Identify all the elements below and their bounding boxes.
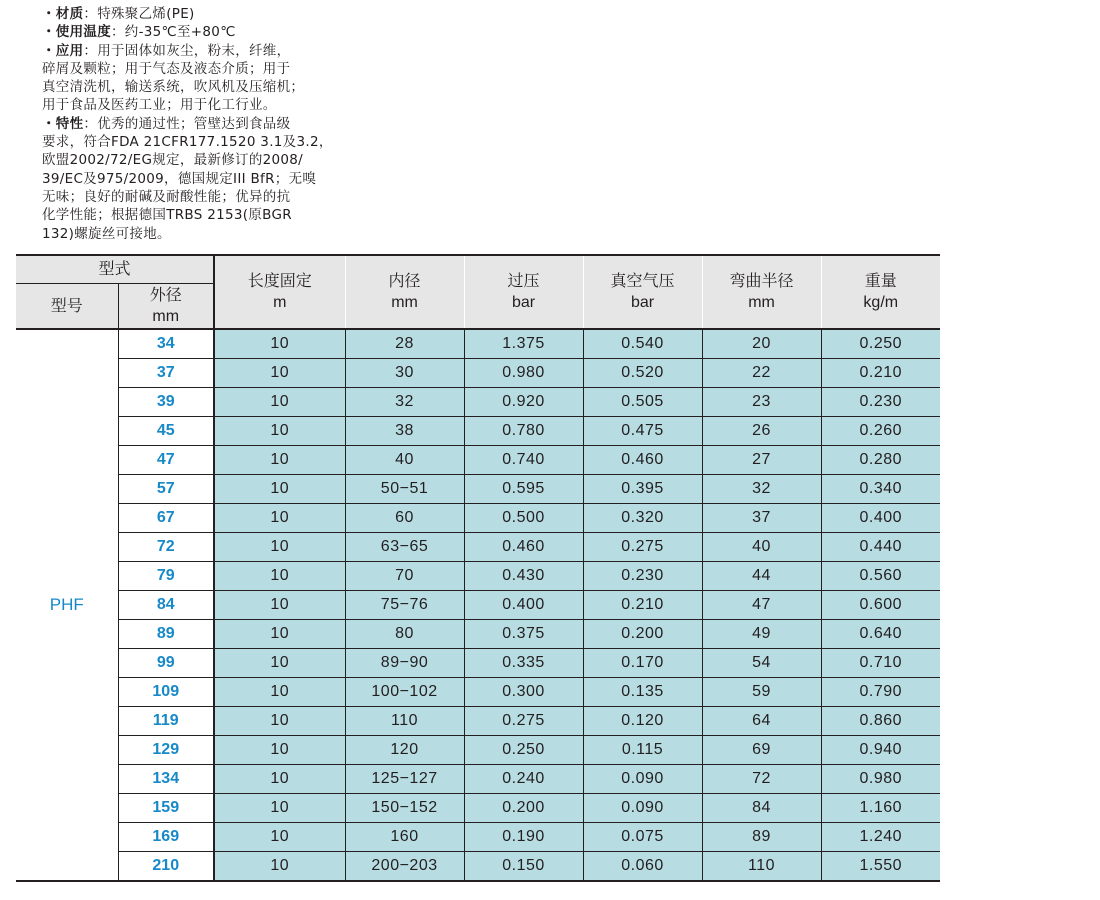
- length-cell: 10: [214, 417, 345, 446]
- pressure-cell: 0.335: [464, 649, 583, 678]
- weight-header-name: 重量: [864, 273, 897, 290]
- id-cell: 75−76: [345, 591, 464, 620]
- model-header: 型号: [16, 284, 118, 330]
- table-row: [16, 649, 940, 678]
- vacuum-cell: 0.275: [583, 533, 702, 562]
- bend-radius-cell: 40: [702, 533, 821, 562]
- weight-cell: 0.790: [821, 678, 940, 707]
- pressure-header: [464, 255, 583, 329]
- pressure-cell: 0.300: [464, 678, 583, 707]
- id-cell: 125−127: [345, 765, 464, 794]
- application-line: 碎屑及颗粒；用于气态及液态介质；用于: [42, 60, 291, 77]
- vacuum-cell: 0.090: [583, 794, 702, 823]
- od-cell: 99: [118, 649, 214, 678]
- od-cell: 47: [118, 446, 214, 475]
- bend-radius-cell: 20: [702, 329, 821, 359]
- length-cell: 10: [214, 823, 345, 852]
- weight-cell: 0.340: [821, 475, 940, 504]
- id-cell: 60: [345, 504, 464, 533]
- application-line: 真空清洗机，输送系统，吹风机及压缩机；: [42, 79, 305, 96]
- id-cell: 70: [345, 562, 464, 591]
- length-cell: 10: [214, 765, 345, 794]
- features-label: ・特性: [42, 115, 84, 132]
- vacuum-header: [583, 255, 702, 329]
- spec-table: [16, 254, 940, 882]
- weight-cell: 0.860: [821, 707, 940, 736]
- id-header: [345, 255, 464, 329]
- table-row: [16, 678, 940, 707]
- application-line: 用于食品及医药工业；用于化工行业。: [42, 97, 277, 114]
- table-row: [16, 794, 940, 823]
- length-cell: 10: [214, 794, 345, 823]
- bend-radius-cell: 89: [702, 823, 821, 852]
- length-cell: 10: [214, 475, 345, 504]
- weight-cell: 0.260: [821, 417, 940, 446]
- vacuum-cell: 0.210: [583, 591, 702, 620]
- weight-cell: 0.230: [821, 388, 940, 417]
- od-cell: 119: [118, 707, 214, 736]
- length-header-unit: m: [273, 294, 287, 311]
- pressure-cell: 0.275: [464, 707, 583, 736]
- vacuum-header-name: 真空气压: [610, 273, 675, 290]
- id-cell: 160: [345, 823, 464, 852]
- table-row: [16, 765, 940, 794]
- table-row: [16, 475, 940, 504]
- vacuum-cell: 0.060: [583, 852, 702, 882]
- od-cell: 45: [118, 417, 214, 446]
- vacuum-cell: 0.230: [583, 562, 702, 591]
- pressure-header-name: 过压: [507, 273, 540, 290]
- bend-header-name: 弯曲半径: [729, 273, 794, 290]
- length-cell: 10: [214, 329, 345, 359]
- bend-radius-cell: 37: [702, 504, 821, 533]
- temperature-label: ・使用温度: [42, 24, 111, 41]
- bend-radius-cell: 64: [702, 707, 821, 736]
- table-row: [16, 852, 940, 882]
- od-cell: 109: [118, 678, 214, 707]
- od-cell: 34: [118, 329, 214, 359]
- features-line: 132)螺旋丝可接地。: [42, 225, 171, 242]
- id-cell: 32: [345, 388, 464, 417]
- id-cell: 40: [345, 446, 464, 475]
- length-cell: 10: [214, 388, 345, 417]
- id-cell: 50−51: [345, 475, 464, 504]
- vacuum-cell: 0.395: [583, 475, 702, 504]
- features-line: 39/EC及975/2009，德国规定III BfR；无嗅: [42, 170, 317, 187]
- weight-cell: 0.980: [821, 765, 940, 794]
- bend-radius-cell: 23: [702, 388, 821, 417]
- pressure-cell: 0.200: [464, 794, 583, 823]
- application-paragraph: [42, 42, 372, 115]
- vacuum-cell: 0.090: [583, 765, 702, 794]
- table-row: [16, 388, 940, 417]
- length-cell: 10: [214, 678, 345, 707]
- bend-radius-cell: 72: [702, 765, 821, 794]
- features-line: 化学性能；根据德国TRBS 2153(原BGR: [42, 207, 292, 224]
- id-cell: 63−65: [345, 533, 464, 562]
- id-cell: 100−102: [345, 678, 464, 707]
- table-row: [16, 562, 940, 591]
- material-line: [42, 5, 372, 23]
- weight-cell: 0.440: [821, 533, 940, 562]
- pressure-cell: 0.780: [464, 417, 583, 446]
- od-cell: 169: [118, 823, 214, 852]
- bend-header-unit: mm: [748, 294, 775, 311]
- pressure-cell: 0.400: [464, 591, 583, 620]
- weight-cell: 1.550: [821, 852, 940, 882]
- weight-cell: 0.640: [821, 620, 940, 649]
- length-cell: 10: [214, 533, 345, 562]
- vacuum-cell: 0.540: [583, 329, 702, 359]
- od-cell: 134: [118, 765, 214, 794]
- bend-radius-header: [702, 255, 821, 329]
- table-header: [16, 255, 940, 329]
- id-cell: 38: [345, 417, 464, 446]
- id-cell: 89−90: [345, 649, 464, 678]
- table-row: [16, 417, 940, 446]
- length-cell: 10: [214, 736, 345, 765]
- features-line: ：优秀的通过性；管壁达到食品级: [83, 115, 291, 132]
- pressure-cell: 0.595: [464, 475, 583, 504]
- id-cell: 200−203: [345, 852, 464, 882]
- vacuum-cell: 0.200: [583, 620, 702, 649]
- bend-radius-cell: 44: [702, 562, 821, 591]
- od-header: [118, 284, 214, 330]
- od-cell: 89: [118, 620, 214, 649]
- vacuum-cell: 0.320: [583, 504, 702, 533]
- od-cell: 159: [118, 794, 214, 823]
- id-cell: 80: [345, 620, 464, 649]
- pressure-cell: 0.150: [464, 852, 583, 882]
- weight-cell: 0.400: [821, 504, 940, 533]
- material-label: ・材质: [42, 6, 84, 22]
- id-cell: 30: [345, 359, 464, 388]
- vacuum-cell: 0.460: [583, 446, 702, 475]
- pressure-cell: 0.250: [464, 736, 583, 765]
- id-cell: 110: [345, 707, 464, 736]
- od-cell: 84: [118, 591, 214, 620]
- features-paragraph: [42, 115, 372, 243]
- bend-radius-cell: 22: [702, 359, 821, 388]
- weight-header: [821, 255, 940, 329]
- id-header-unit: mm: [391, 294, 418, 311]
- weight-header-unit: kg/m: [863, 294, 899, 311]
- table-row: [16, 446, 940, 475]
- vacuum-cell: 0.075: [583, 823, 702, 852]
- table-row: [16, 329, 940, 359]
- table-row: [16, 359, 940, 388]
- bend-radius-cell: 49: [702, 620, 821, 649]
- table-row: [16, 504, 940, 533]
- weight-cell: 1.160: [821, 794, 940, 823]
- application-line: ：用于固体如灰尘，粉末，纤维，: [83, 42, 291, 59]
- od-cell: 39: [118, 388, 214, 417]
- vacuum-cell: 0.475: [583, 417, 702, 446]
- table-row: [16, 533, 940, 562]
- weight-cell: 0.210: [821, 359, 940, 388]
- weight-cell: 0.600: [821, 591, 940, 620]
- length-header: [214, 255, 345, 329]
- weight-cell: 0.940: [821, 736, 940, 765]
- pressure-cell: 0.980: [464, 359, 583, 388]
- pressure-cell: 0.375: [464, 620, 583, 649]
- length-cell: 10: [214, 446, 345, 475]
- table-body: [16, 329, 940, 881]
- id-cell: 150−152: [345, 794, 464, 823]
- vacuum-header-unit: bar: [630, 294, 655, 311]
- od-cell: 129: [118, 736, 214, 765]
- vacuum-cell: 0.120: [583, 707, 702, 736]
- vacuum-cell: 0.520: [583, 359, 702, 388]
- table-row: [16, 591, 940, 620]
- vacuum-cell: 0.505: [583, 388, 702, 417]
- od-cell: 79: [118, 562, 214, 591]
- model-cell: PHF: [16, 329, 118, 881]
- vacuum-cell: 0.170: [583, 649, 702, 678]
- material-text: ：特殊聚乙烯(PE): [83, 6, 195, 22]
- table-row: [16, 707, 940, 736]
- od-cell: 210: [118, 852, 214, 882]
- weight-cell: 0.280: [821, 446, 940, 475]
- od-cell: 57: [118, 475, 214, 504]
- bend-radius-cell: 27: [702, 446, 821, 475]
- bend-radius-cell: 84: [702, 794, 821, 823]
- weight-cell: 1.240: [821, 823, 940, 852]
- table-row: [16, 620, 940, 649]
- pressure-cell: 0.190: [464, 823, 583, 852]
- bend-radius-cell: 69: [702, 736, 821, 765]
- od-cell: 67: [118, 504, 214, 533]
- pressure-cell: 0.920: [464, 388, 583, 417]
- product-description: [42, 5, 372, 243]
- length-cell: 10: [214, 562, 345, 591]
- od-header-unit: mm: [152, 308, 180, 325]
- features-line: 无味；良好的耐碱及耐酸性能；优异的抗: [42, 188, 291, 205]
- pressure-cell: 0.460: [464, 533, 583, 562]
- features-line: 欧盟2002/72/EG规定，最新修订的2008/: [42, 152, 304, 169]
- length-header-name: 长度固定: [247, 273, 312, 290]
- bend-radius-cell: 32: [702, 475, 821, 504]
- table-row: [16, 823, 940, 852]
- pressure-cell: 0.500: [464, 504, 583, 533]
- bend-radius-cell: 110: [702, 852, 821, 882]
- length-cell: 10: [214, 504, 345, 533]
- bend-radius-cell: 59: [702, 678, 821, 707]
- pressure-cell: 0.240: [464, 765, 583, 794]
- length-cell: 10: [214, 707, 345, 736]
- temperature-text: ：约-35℃至+80℃: [111, 24, 236, 41]
- table-row: [16, 736, 940, 765]
- temperature-line: [42, 23, 372, 41]
- length-cell: 10: [214, 359, 345, 388]
- weight-cell: 0.710: [821, 649, 940, 678]
- pressure-cell: 0.430: [464, 562, 583, 591]
- od-cell: 37: [118, 359, 214, 388]
- bend-radius-cell: 26: [702, 417, 821, 446]
- pressure-header-unit: bar: [511, 294, 536, 311]
- length-cell: 10: [214, 852, 345, 882]
- vacuum-cell: 0.135: [583, 678, 702, 707]
- id-header-name: 内径: [388, 273, 421, 290]
- length-cell: 10: [214, 620, 345, 649]
- application-label: ・应用: [42, 42, 84, 59]
- length-cell: 10: [214, 591, 345, 620]
- features-line: 要求，符合FDA 21CFR177.1520 3.1及3.2，: [42, 134, 333, 151]
- pressure-cell: 0.740: [464, 446, 583, 475]
- od-cell: 72: [118, 533, 214, 562]
- id-cell: 28: [345, 329, 464, 359]
- od-header-name: 外径: [149, 287, 182, 304]
- weight-cell: 0.560: [821, 562, 940, 591]
- bend-radius-cell: 47: [702, 591, 821, 620]
- id-cell: 120: [345, 736, 464, 765]
- weight-cell: 0.250: [821, 329, 940, 359]
- pressure-cell: 1.375: [464, 329, 583, 359]
- vacuum-cell: 0.115: [583, 736, 702, 765]
- bend-radius-cell: 54: [702, 649, 821, 678]
- length-cell: 10: [214, 649, 345, 678]
- model-group-header: 型式: [16, 255, 214, 284]
